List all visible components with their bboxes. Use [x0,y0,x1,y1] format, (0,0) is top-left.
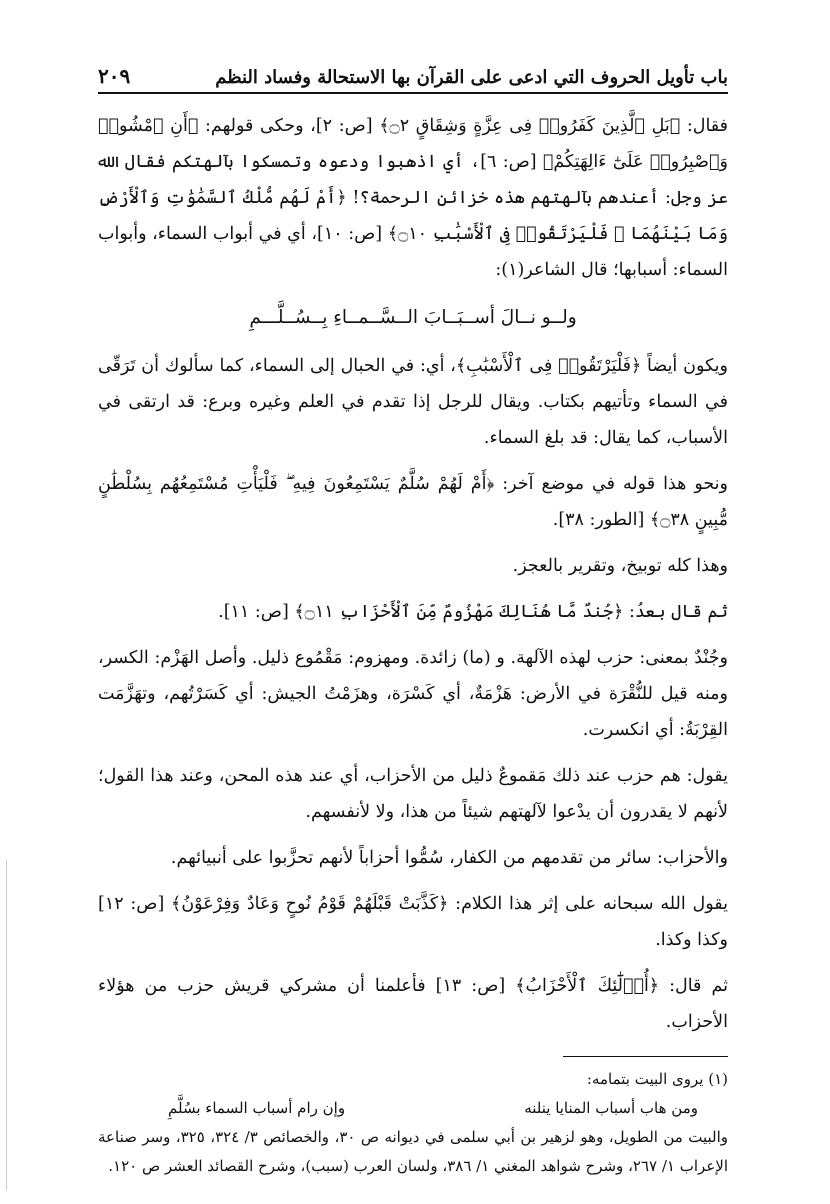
footnote-divider [563,1056,728,1057]
footnotes [98,1065,728,1181]
chapter-title: باب تأويل الحروف التي ادعى على القرآن بها الاستحالة وفساد النظم [215,67,728,88]
paragraph-2: ويكون أيضاً ﴿فَلْيَرْتَقُوا۟ فِى ٱلْأَسْبَٰبِ﴾، أي: في الحبال إلى السماء، كما سألوك أن تَرَقّى في السماء وتأتيهم بكتاب. ويقال للرجل إذا تقدم في العلم وغيره وبرع: قد ارتقى في الأسباب، كما يقال: قد بلغ السماء. [98,356,728,448]
paragraph-6: وجُنْدٌ بمعنى: حزب لهذه الآلهة. و (ما) زائدة. ومهزوم: مَقْمُوع ذليل. وأصل الهَزْم: الكسر، ومنه قيل للنُّقْرَة في الأرض: هَزْمَةٌ، أي كَسْرَة، وهزَمْتُ الجيش: أي كَسَرْتُهم، وتهَزَّمَت القِرْبَةُ: أي انكسرت. [98,648,728,740]
scan-edge-line [6,860,7,1190]
paragraph-3: ونحو هذا قوله في موضع آخر: ﴿أَمْ لَهُمْ سُلَّمٌ يَسْتَمِعُونَ فِيهِ ۖ فَلْيَأْتِ مُسْتَمِعُهُم بِسُلْطَٰنٍ مُّبِينٍ ۝٣٨﴾ [الطور: ٣٨]. [98,474,728,530]
page-number: ٢٠٩ [98,64,131,88]
footnote-verse-second: وإن رام أسباب السماء بسُلَّمِ [168,1099,346,1117]
main-text [98,108,728,1040]
paragraph-4: وهذا كله توبيخ، وتقرير بالعجز. [512,556,728,576]
footnote-intro: (١) يروى البيت بتمامه: [586,1070,728,1088]
paragraph-1: فقال: ﴿بَلِ ٱلَّذِينَ كَفَرُوا۟ فِى عِزَّةٍ وَشِقَاقٍ ۝٢﴾ [ص: ٢]، وحكى قولهم: ﴿أَنِ ٱمْشُوا۟ وَٱصْبِرُوا۟ عَلَىٰٓ ءَالِهَتِكُمْ﴾ [ص: ٦]، أي اذهبوا ودعوه وتمسكوا بآلهتكم فقال الله عز وجل: أعندهم بآلهتهم هذه خزائن الرحمة؟! ﴿أَمْ لَهُم مُّلْكُ ٱلسَّمَٰوَٰتِ وَٱلْأَرْضِ وَمَا بَيْنَهُمَا ۖ فَلْيَرْتَقُوا۟ فِى ٱلْأَسْبَٰبِ ۝١٠﴾ [ص: ١٠]، أي في أبواب السماء، وأبواب السماء: أسبابها؛ قال الشاعر(١): [98,116,729,280]
footnote-verse-first: ومن هاب أسباب المنايا ينلنه [524,1099,698,1117]
paragraph-5: ثم قال بعدُ: ﴿جُندٌ مَّا هُنَالِكَ مَهْزُومٌ مِّنَ ٱلْأَحْزَابِ ۝١١﴾ [ص: ١١]. [218,602,728,622]
poetry-verse: ولــو نــالَ أســبَــابَ الــسَّــمــاءِ بِــسُــلَّـــمِ [249,307,577,328]
footnote-verse [98,1094,728,1123]
paragraph-10: ثم قال: ﴿أُو۟لَٰٓئِكَ ٱلْأَحْزَابُ﴾ [ص: ١٣] فأعلمنا أن مشركي قريش حزب من هؤلاء الأحزاب. [98,976,728,1032]
footnote-text: والبيت من الطويل، وهو لزهير بن أبي سلمى في ديوانه ص ٣٠، والخصائص ٣/ ٣٢٤، ٣٢٥، وسر صناعة الإعراب ١/ ٢٦٧، وشرح شواهد المغني ١/ ٣٨٦، ولسان العرب (سبب)، وشرح القصائد العشر ص ١٢٠. [98,1128,729,1175]
paragraph-7: يقول: هم حزب عند ذلك مَقموعٌ ذليل من الأحزاب، أي عند هذه المحن، وعند هذا القول؛ لأنهم لا يقدرون أن يدْعوا لآلهتهم شيئاً من هذا، ولا لأنفسهم. [98,766,728,822]
running-header [98,52,728,94]
paragraph-9: يقول الله سبحانه على إثر هذا الكلام: ﴿كَذَّبَتْ قَبْلَهُمْ قَوْمُ نُوحٍ وَعَادٌ وَفِرْعَوْنُ﴾ [ص: ١٢] وكذا وكذا. [98,894,728,950]
book-page [98,52,729,1175]
paragraph-8: والأحزاب: سائر من تقدمهم من الكفار، سُمُّوا أحزاباً لأنهم تحزَّبوا على أنبيائهم. [170,848,728,868]
